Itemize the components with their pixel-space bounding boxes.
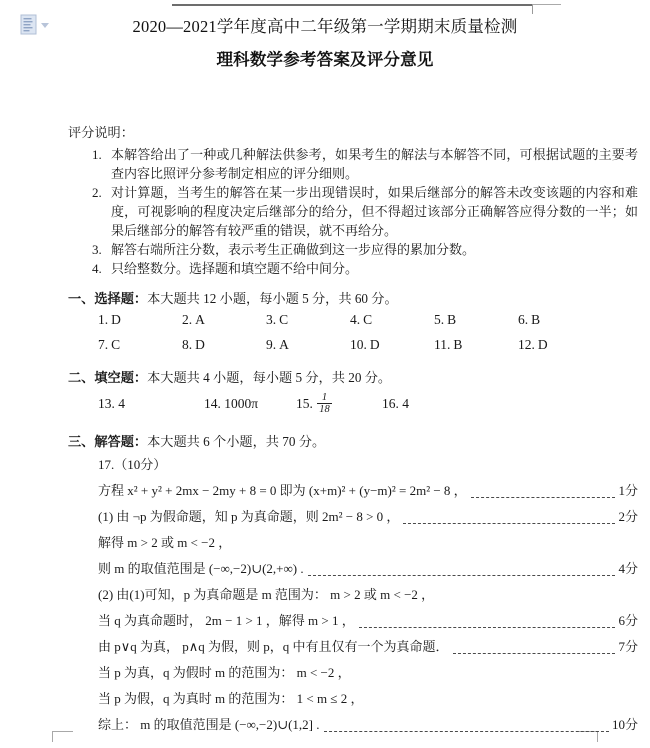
- answer-number: 2.: [182, 312, 193, 328]
- note-number: 3.: [92, 242, 102, 258]
- solution-step: [98, 556, 638, 582]
- answer-number: 10.: [350, 337, 367, 353]
- fraction-value: [317, 392, 332, 415]
- solution-text: 当 p 为真，q 为假时 m 的范围为： m < −2 ，: [98, 664, 351, 680]
- solution-step: [98, 686, 638, 712]
- answer-number: 15.: [296, 395, 313, 411]
- solution-text: 由 p∨q 为真， p∧q 为假，则 p，q 中有且仅有一个为真命题．: [98, 638, 449, 654]
- note-text: 对计算题，当考生的解答在某一步出现错误时，如果后继部分的解答未改变该题的内容和难度，可视影响的程度决定后继部分的给分，但不得超过该部分正确解答应得分数的一半；如果后继部分的解答有较严重的错误，就不再给分。: [111, 185, 638, 239]
- solution-text: 方程 x² + y² + 2mx − 2my + 8 = 0 即为 (x+m)² + (y−m)² = 2m² − 8 ，: [98, 482, 467, 498]
- solution-q17: [98, 452, 638, 738]
- answer-value: B: [531, 312, 541, 328]
- list-item: [92, 145, 638, 183]
- list-item: [296, 389, 382, 419]
- solution-text: (1) 由 ¬p 为假命题，知 p 为真命题，则 2m² − 8 > 0 ，: [98, 508, 400, 524]
- list-item: [98, 389, 204, 419]
- answer-value: 4: [118, 395, 125, 411]
- answer-number: 12.: [518, 337, 535, 353]
- leader-dots: [308, 574, 616, 576]
- solution-step: [98, 504, 638, 530]
- answer-number: 13.: [98, 395, 115, 411]
- leader-dots: [471, 496, 616, 498]
- solution-step: [98, 660, 638, 686]
- solution-text: 则 m 的取值范围是 (−∞,−2)∪(2,+∞) .: [98, 560, 304, 576]
- answer-value: 1000π: [224, 395, 259, 411]
- list-item: [518, 307, 602, 332]
- grading-notes-list: [68, 145, 638, 278]
- answer-value: C: [279, 312, 289, 328]
- list-item: [266, 332, 350, 357]
- list-item: [98, 307, 182, 332]
- list-item: [92, 259, 638, 278]
- list-item: [98, 332, 182, 357]
- section-heading-choice-label: 一、选择题：: [68, 291, 148, 307]
- answer-value: B: [447, 312, 457, 328]
- solution-step: [98, 634, 638, 660]
- score-value: 6分: [618, 612, 638, 628]
- solution-text: 综上： m 的取值范围是 (−∞,−2)∪(1,2] .: [98, 716, 320, 732]
- list-item: [182, 332, 266, 357]
- note-number: 2.: [92, 185, 102, 201]
- list-item: [434, 307, 518, 332]
- page-top-rule: [172, 4, 532, 6]
- answer-value: D: [111, 312, 121, 328]
- leader-dots: [403, 522, 615, 524]
- solution-text: 当 q 为真命题时， 2m − 1 > 1 ，解得 m > 1 ，: [98, 612, 355, 628]
- answer-value: A: [279, 337, 289, 353]
- list-item: [518, 332, 602, 357]
- section-heading-solve-label: 三、解答题：: [68, 433, 148, 449]
- score-value: 10分: [611, 716, 638, 732]
- section-heading-solve: [68, 435, 638, 448]
- score-value: 1分: [618, 482, 638, 498]
- choice-answers-row-2: [98, 332, 638, 357]
- question-label-17: [98, 452, 638, 478]
- leader-dots: [324, 730, 609, 732]
- list-item: [204, 389, 296, 419]
- answer-number: 14.: [204, 395, 221, 411]
- score-value: 7分: [618, 638, 638, 654]
- leader-dots: [359, 626, 616, 628]
- list-item: [182, 307, 266, 332]
- list-item: [434, 332, 518, 357]
- page-title-line2: 理科数学参考答案及评分意见: [216, 50, 434, 69]
- answer-number: 11.: [434, 337, 451, 353]
- blank-answers-row: [98, 387, 638, 421]
- answer-value: C: [363, 312, 373, 328]
- answer-value: A: [195, 312, 205, 328]
- fraction-numerator: 1: [321, 392, 328, 404]
- solution-text: 解得 m > 2 或 m < −2 ，: [98, 534, 232, 550]
- document-body: [68, 126, 638, 738]
- answer-value: B: [453, 337, 463, 353]
- answer-value: C: [111, 337, 121, 353]
- solution-step: [98, 712, 638, 738]
- note-text: 只给整数分。选择题和填空题不给中间分。: [111, 261, 359, 277]
- note-text: 本解答给出了一种或几种解法供参考，如果考生的解法与本解答不同，可根据试题的主要考查内容比照评分参考制定相应的评分细则。: [111, 147, 638, 182]
- solution-text: 当 p 为假，q 为真时 m 的范围为： 1 < m ≤ 2 ，: [98, 690, 364, 706]
- note-number: 4.: [92, 261, 102, 277]
- answer-value: D: [195, 337, 205, 353]
- answer-number: 9.: [266, 337, 277, 353]
- answer-value: D: [537, 337, 548, 353]
- note-number: 1.: [92, 147, 102, 163]
- section-heading-choice: [68, 292, 638, 305]
- question-number: 17.（10分）: [98, 456, 167, 472]
- list-item: [266, 307, 350, 332]
- answer-value: D: [369, 337, 380, 353]
- choice-answers-row-1: [98, 307, 638, 332]
- answer-number: 4.: [350, 312, 361, 328]
- answer-number: 1.: [98, 312, 109, 328]
- section-heading-choice-detail: 本大题共 12 小题，每小题 5 分，共 60 分。: [147, 291, 398, 307]
- grading-notes-label: 评分说明：: [68, 125, 134, 140]
- answer-number: 5.: [434, 312, 445, 328]
- section-heading-blank: [68, 371, 638, 384]
- answer-number: 8.: [182, 337, 193, 353]
- page-title-line1: 2020—2021学年度高中二年级第一学期期末质量检测: [132, 17, 518, 36]
- answer-value: 4: [402, 395, 409, 411]
- list-item: [382, 389, 409, 419]
- solution-step: [98, 530, 638, 556]
- list-item: [350, 332, 434, 357]
- solution-step: [98, 478, 638, 504]
- solution-text: (2) 由(1)可知，p 为真命题是 m 范围为： m > 2 或 m < −2 ，: [98, 586, 435, 602]
- answer-number: 3.: [266, 312, 277, 328]
- answer-number: 16.: [382, 395, 399, 411]
- fraction-denominator: 18: [319, 404, 330, 416]
- leader-dots: [453, 652, 616, 654]
- answer-number: 6.: [518, 312, 529, 328]
- section-heading-blank-detail: 本大题共 4 小题，每小题 5 分，共 20 分。: [147, 370, 392, 386]
- note-text: 解答右端所注分数，表示考生正确做到这一步应得的累加分数。: [111, 242, 476, 258]
- score-value: 4分: [618, 560, 638, 576]
- list-item: [92, 240, 638, 259]
- list-item: [350, 307, 434, 332]
- solution-step: [98, 582, 638, 608]
- solution-step: [98, 608, 638, 634]
- section-heading-blank-label: 二、填空题：: [68, 370, 148, 386]
- section-heading-solve-detail: 本大题共 6 个小题，共 70 分。: [147, 433, 326, 449]
- answer-number: 7.: [98, 337, 109, 353]
- score-value: 2分: [618, 508, 638, 524]
- list-item: [92, 183, 638, 240]
